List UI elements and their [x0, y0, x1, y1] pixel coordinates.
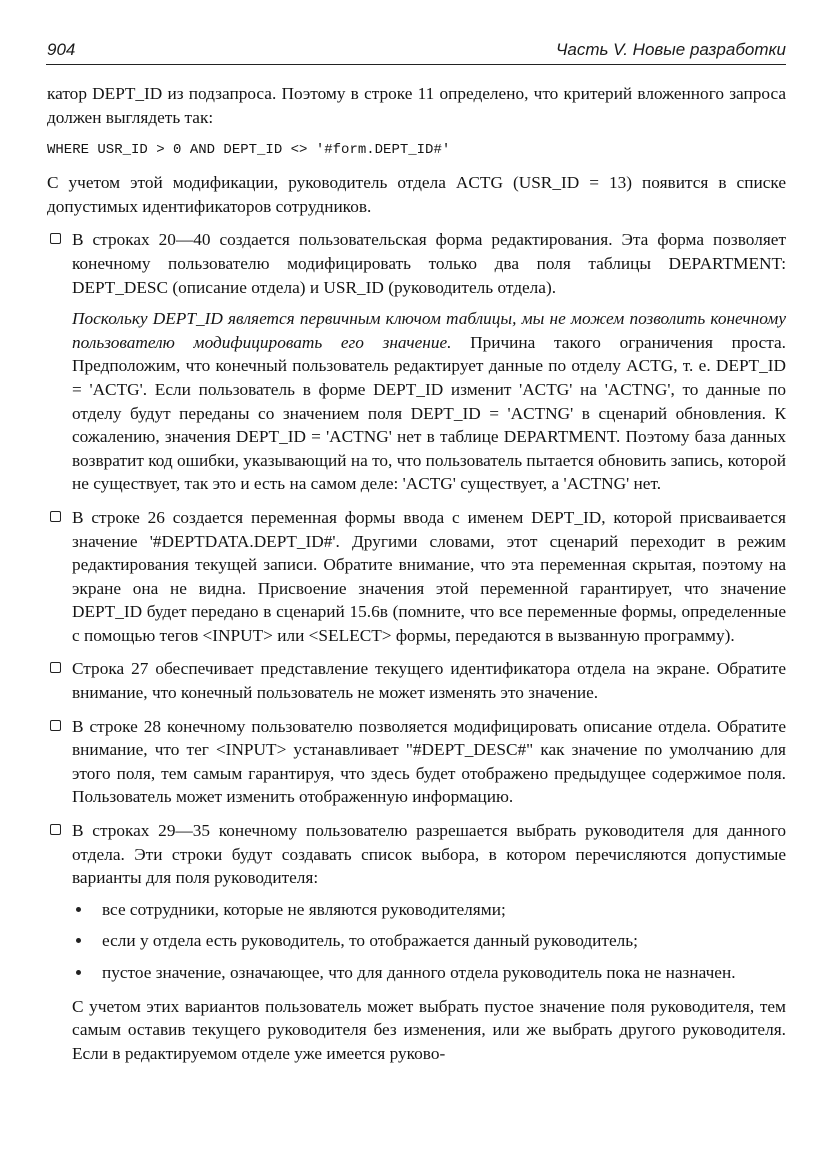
intro-paragraph: катор DEPT_ID из подзапроса. Поэтому в строке 11 определено, что критерий вложенного запроса должен выглядеть так:: [47, 84, 786, 127]
list-item: [47, 715, 786, 809]
bullet-item: [72, 898, 786, 922]
list-item-text: В строке 26 создается переменная формы ввода с именем DEPT_ID, которой присваивается значение '#DEPTDATA.DEPT_ID#'. Другими словами, этот сценарий переходит в режим редактирования текущей записи. Обратите внимание, что эта переменная скрытая, поэтому на экране она не видна. Присвоение значения этой переменной гарантирует, что значение DEPT_ID будет передано в сценарий 15.6в (помните, что все переменные формы, определенные с помощью тегов <INPUT> или <SELECT> формы, передаются в вызванную программу).: [72, 507, 786, 645]
note-italic: Поскольку DEPT_ID является первичным ключом таблицы, мы не можем позволить конечному пользователю модифицировать его значение.: [72, 309, 786, 352]
running-header: [47, 40, 786, 64]
list-item: [47, 228, 786, 496]
bullet-item: [72, 961, 786, 985]
list-item-text: В строках 29—35 конечному пользователю разрешается выбрать руководителя для данного отдела. Эти строки будут создавать список выбора, в котором перечисляются допустимые варианты для поля руководителя:: [72, 821, 786, 888]
bullet-list: [72, 898, 786, 985]
bullet-dot-icon: [76, 938, 81, 943]
bullet-text: если у отдела есть руководитель, то отображается данный руководитель;: [102, 931, 638, 951]
checkbox-bullet-icon: [50, 720, 61, 731]
checkbox-bullet-icon: [50, 662, 61, 673]
header-rule: [46, 64, 786, 65]
part-title: Часть V. Новые разработки: [555, 40, 786, 59]
closing-paragraph: С учетом этих вариантов пользователь может выбрать пустое значение поля руководителя, тем самым оставив текущего руководителя без изменения, или же выбрать другого руководителя. Если в редактируемом отделе уже имеется руково-: [72, 996, 786, 1063]
bullet-item: [72, 929, 786, 953]
list-item-text: Строка 27 обеспечивает представление текущего идентификатора отдела на экране. Обратите внимание, что конечный пользователь не может изменять это значение.: [72, 659, 786, 703]
list-item-text: В строке 28 конечному пользователю позволяется модифицировать описание отдела. Обратите внимание, что тег <INPUT> устанавливает "#DEPT_DESC#" как значение по умолчанию для этого поля, тем самым гарантируя, что здесь будет отображено предыдущее содержимое поля. Пользователь может изменить отображенную информацию.: [72, 716, 786, 807]
checkbox-bullet-icon: [50, 824, 61, 835]
checkbox-bullet-icon: [50, 233, 61, 244]
bullet-text: все сотрудники, которые не являются руководителями;: [102, 899, 506, 919]
list-item: [47, 819, 786, 1065]
bullet-dot-icon: [76, 970, 81, 975]
list-item: [47, 506, 786, 648]
code-line: WHERE USR_ID > 0 AND DEPT_ID <> '#form.DEPT_ID#': [47, 142, 451, 159]
intro-paragraph-2: С учетом этой модификации, руководитель отдела ACTG (USR_ID = 13) появится в списке допустимых идентификаторов сотрудников.: [47, 173, 786, 216]
list-item: [47, 657, 786, 704]
list-item-text: В строках 20—40 создается пользовательская форма редактирования. Эта форма позволяет конечному пользователю модифицировать только два поля таблицы DEPARTMENT: DEPT_DESC (описание отдела) и USR_ID (руководитель отдела).: [72, 230, 786, 297]
bullet-text: пустое значение, означающее, что для данного отдела руководитель пока не назначен.: [102, 963, 736, 982]
page-body: [47, 82, 786, 1075]
bullet-dot-icon: [76, 907, 81, 912]
page-number: 904: [47, 40, 76, 59]
note-rest: Причина такого ограничения проста. Предположим, что конечный пользователь редактирует данные по отделу ACTG, т. е. DEPT_ID = 'ACTG'. Если пользователь в форме DEPT_ID изменит 'ACTG' на 'ACTNG', то данные по отделу будут переданы со значением поля DEPT_ID = 'ACTNG' в сценарий обновления. К сожалению, значения DEPT_ID = 'ACTNG' нет в таблице DEPARTMENT. Поэтому база данных возвратит код ошибки, указывающий на то, что пользователь пытается обновить запись, которой не существует, так это и есть на самом деле: 'ACTG' существует, а 'ACTNG' нет.: [72, 332, 786, 494]
note-paragraph: [72, 307, 786, 496]
checkbox-bullet-icon: [50, 511, 61, 522]
